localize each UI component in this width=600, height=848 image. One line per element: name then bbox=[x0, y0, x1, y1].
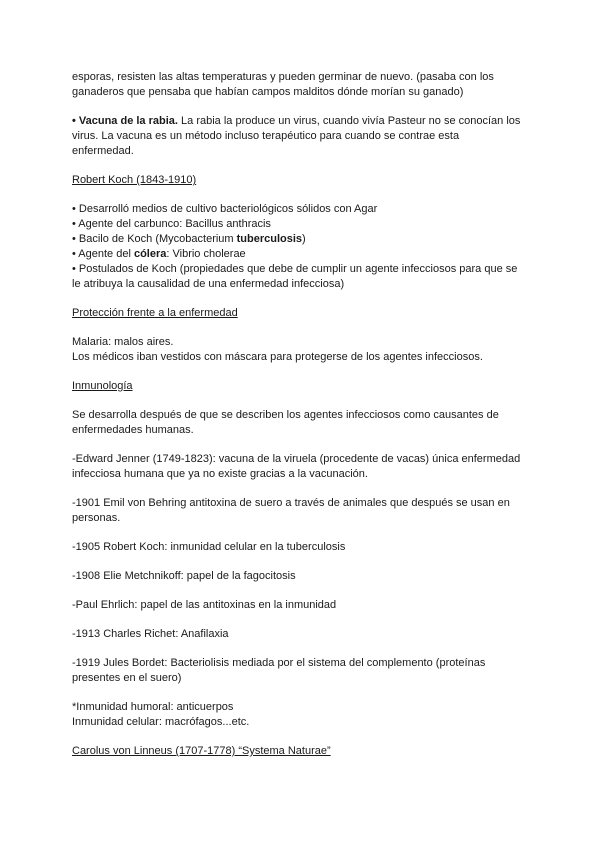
tuberculosis-bold: tuberculosis bbox=[236, 233, 303, 245]
behring-entry: -1901 Emil von Behring antitoxina de suero a través de animales que después se usan en bbox=[72, 497, 510, 509]
koch-item: • Agente del carbunco: Bacillus anthracis bbox=[72, 218, 271, 230]
document-page bbox=[72, 70, 532, 759]
koch-1905-entry: -1905 Robert Koch: inmunidad celular en la tuberculosis bbox=[72, 541, 346, 553]
bordet-entry: presentes en el suero) bbox=[72, 672, 182, 684]
koch-item: le atribuya la causalidad de una enfermedad infecciosa) bbox=[72, 278, 345, 290]
rabia-text: La rabia la produce un virus, cuando vivía Pasteur no se conocían los bbox=[177, 115, 521, 127]
colera-bold: cólera bbox=[133, 248, 167, 260]
inmunologia-intro: Se desarrolla después de que se describen los agentes infecciosos como causantes de bbox=[72, 409, 499, 421]
koch-item: • Desarrolló medios de cultivo bacteriológicos sólidos con Agar bbox=[72, 203, 378, 215]
intro-line: esporas, resisten las altas temperaturas y pueden germinar de nuevo. (pasaba con los bbox=[72, 71, 494, 83]
inmunologia-intro: enfermedades humanas. bbox=[72, 424, 194, 436]
richet-entry: -1913 Charles Richet: Anafilaxia bbox=[72, 628, 229, 640]
proteccion-heading: Protección frente a la enfermedad bbox=[72, 307, 238, 319]
behring-entry: personas. bbox=[72, 512, 121, 524]
rabia-paragraph bbox=[72, 114, 532, 129]
bordet-entry: -1919 Jules Bordet: Bacteriolisis mediada por el sistema del complemento (proteínas bbox=[72, 657, 486, 669]
jenner-entry: -Edward Jenner (1749-1823): vacuna de la viruela (procedente de vacas) única enfermedad bbox=[72, 453, 521, 465]
jenner-entry: infecciosa humana que ya no existe gracias a la vacunación. bbox=[72, 468, 368, 480]
metchnikoff-entry: -1908 Elie Metchnikoff: papel de la fagocitosis bbox=[72, 570, 296, 582]
koch-item: • Postulados de Koch (propiedades que debe de cumplir un agente infecciosos para que se bbox=[72, 263, 518, 275]
intro-line: ganaderos que pensaba que habían campos malditos dónde morían su ganado) bbox=[72, 86, 464, 98]
koch-item: • Bacilo de Koch (Mycobacterium tuberculosis) bbox=[72, 233, 306, 245]
humoral-note: *Inmunidad humoral: anticuerpos bbox=[72, 701, 234, 713]
proteccion-line: Malaria: malos aires. bbox=[72, 336, 174, 348]
proteccion-line: Los médicos iban vestidos con máscara para protegerse de los agentes infecciosos. bbox=[72, 351, 483, 363]
rabia-line: virus. La vacuna es un método incluso terapéutico para cuando se contrae esta bbox=[72, 130, 460, 142]
koch-heading: Robert Koch (1843-1910) bbox=[72, 174, 197, 186]
ehrlich-entry: -Paul Ehrlich: papel de las antitoxinas en la inmunidad bbox=[72, 599, 337, 611]
inmunologia-heading: Inmunología bbox=[72, 380, 133, 392]
linneus-heading: Carolus von Linneus (1707-1778) “Systema Naturae” bbox=[72, 745, 331, 757]
rabia-line: enfermedad. bbox=[72, 145, 134, 157]
celular-note: Inmunidad celular: macrófagos...etc. bbox=[72, 716, 250, 728]
rabia-bold-label: • Vacuna de la rabia. bbox=[72, 115, 178, 127]
koch-item: • Agente del cólera: Vibrio cholerae bbox=[72, 248, 246, 260]
